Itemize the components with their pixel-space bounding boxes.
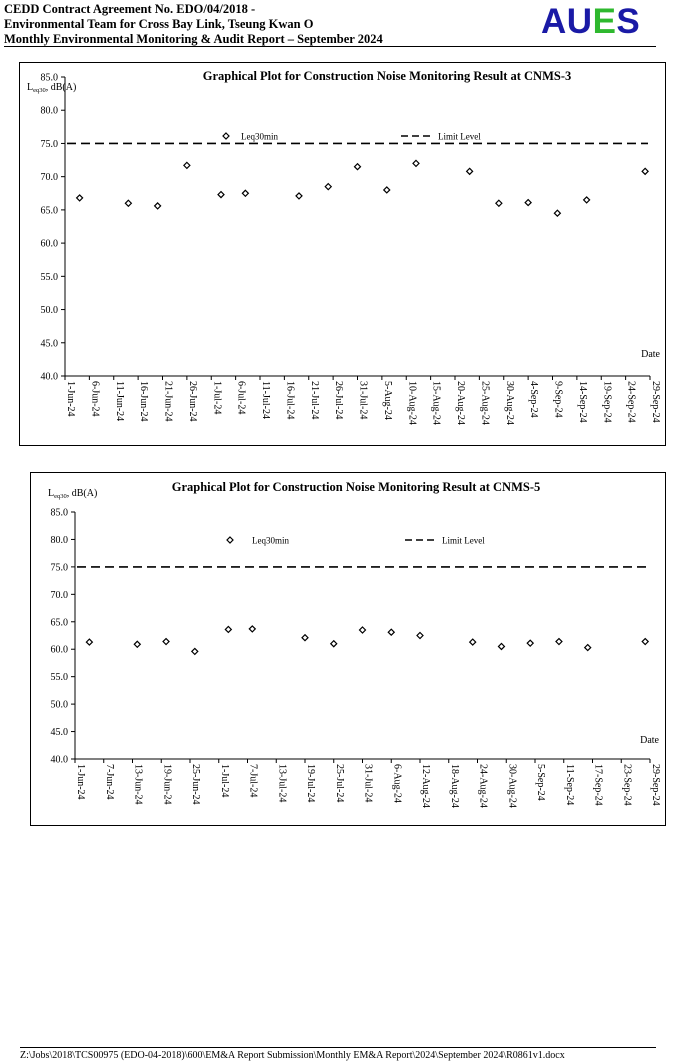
y-tick-label: 40.0 — [50, 754, 68, 766]
x-tick-label: 4-Sep-24 — [528, 381, 540, 418]
y-tick-label: 70.0 — [50, 589, 68, 601]
x-axis-label: Date — [641, 349, 660, 360]
x-tick-label: 11-Jul-24 — [260, 381, 271, 419]
data-point — [184, 162, 190, 168]
x-tick-label: 6-Aug-24 — [391, 764, 403, 803]
x-tick-label: 29-Sep-24 — [650, 764, 661, 806]
logo-letter: U — [566, 2, 593, 41]
x-tick-label: 25-Aug-24 — [479, 381, 491, 425]
data-point — [225, 626, 231, 632]
chart-title: Graphical Plot for Construction Noise Monitoring Result at CNMS-5 — [171, 480, 541, 494]
data-point — [163, 639, 169, 645]
data-point — [388, 629, 394, 635]
x-tick-label: 13-Jul-24 — [276, 764, 288, 803]
x-tick-label: 1-Jun-24 — [65, 381, 76, 417]
data-point — [554, 210, 560, 216]
y-tick-label: 50.0 — [40, 305, 58, 317]
x-tick-label: 6-Jul-24 — [235, 381, 247, 415]
data-point — [642, 639, 648, 645]
x-tick-label: 16-Jul-24 — [284, 381, 296, 420]
legend-limit-label: Limit Level — [442, 535, 485, 546]
legend-leq-label: Leq30min — [241, 131, 278, 142]
x-tick-label: 25-Jun-24 — [190, 764, 201, 805]
data-point — [331, 641, 337, 647]
legend-leq-marker — [227, 537, 233, 543]
contract-title: CEDD Contract Agreement No. EDO/04/2018 - — [4, 2, 256, 16]
data-point — [125, 200, 131, 206]
y-tick-label: 85.0 — [40, 72, 58, 84]
legend-leq-marker — [223, 133, 229, 139]
y-tick-label: 40.0 — [40, 371, 58, 383]
data-point — [498, 643, 504, 649]
x-tick-label: 19-Jun-24 — [161, 764, 173, 805]
x-tick-label: 12-Aug-24 — [420, 764, 431, 808]
x-tick-label: 19-Sep-24 — [601, 381, 613, 423]
x-tick-label: 26-Jul-24 — [333, 381, 345, 420]
y-tick-label: 45.0 — [40, 338, 58, 350]
x-tick-label: 15-Aug-24 — [430, 381, 442, 425]
y-axis-label-main: L — [48, 488, 55, 499]
data-point — [467, 168, 473, 174]
data-point — [192, 648, 198, 654]
y-tick-label: 85.0 — [50, 507, 68, 519]
data-point — [556, 639, 562, 645]
data-point — [470, 639, 476, 645]
y-tick-label: 60.0 — [40, 238, 58, 250]
y-tick-label: 80.0 — [40, 105, 58, 117]
data-point — [302, 635, 308, 641]
data-point — [384, 187, 390, 193]
team-title: Environmental Team for Cross Bay Link, Tseung Kwan O — [4, 17, 314, 31]
data-point — [527, 640, 533, 646]
y-axis-label-rest: , dB(A) — [45, 82, 77, 93]
data-point — [296, 193, 302, 199]
logo-letter: S — [616, 2, 641, 41]
x-tick-label: 26-Jun-24 — [186, 381, 198, 422]
y-tick-label: 75.0 — [40, 138, 58, 150]
data-point — [86, 639, 92, 645]
data-point — [417, 633, 423, 639]
x-tick-label: 21-Jun-24 — [162, 381, 174, 422]
x-tick-label: 20-Aug-24 — [455, 381, 466, 425]
y-tick-label: 65.0 — [40, 205, 58, 217]
y-tick-label: 65.0 — [50, 617, 68, 629]
x-tick-label: 11-Jun-24 — [113, 381, 125, 422]
x-tick-label: 24-Aug-24 — [477, 764, 489, 808]
data-point — [585, 645, 591, 651]
x-tick-label: 7-Jun-24 — [103, 764, 115, 800]
logo-letter: A — [541, 2, 567, 41]
data-point — [134, 641, 140, 647]
y-tick-label: 45.0 — [50, 727, 68, 739]
x-tick-label: 6-Jun-24 — [89, 381, 101, 417]
report-title: Monthly Environmental Monitoring & Audit Report – September 2024 — [4, 32, 383, 46]
y-tick-label: 70.0 — [40, 172, 58, 184]
x-tick-label: 24-Sep-24 — [625, 381, 637, 423]
y-tick-label: 55.0 — [40, 271, 58, 283]
x-tick-label: 25-Jul-24 — [333, 764, 345, 803]
x-tick-label: 31-Jul-24 — [362, 764, 374, 803]
y-axis-label-sub: eq30 — [33, 87, 46, 94]
x-tick-label: 31-Jul-24 — [357, 381, 369, 420]
chart-cnms-5-svg — [31, 473, 665, 825]
x-tick-label: 19-Jul-24 — [305, 764, 316, 803]
logo-letter: E — [592, 2, 617, 41]
y-tick-label: 80.0 — [50, 534, 68, 546]
x-tick-label: 5-Sep-24 — [535, 764, 546, 801]
x-tick-label: 1-Jun-24 — [75, 764, 86, 800]
data-point — [525, 200, 531, 206]
y-tick-label: 75.0 — [50, 562, 68, 574]
data-point — [218, 192, 224, 198]
chart-cnms-3 — [19, 62, 666, 446]
data-point — [355, 164, 361, 170]
y-axis-label-rest: , dB(A) — [66, 488, 98, 499]
chart-cnms-5 — [30, 472, 666, 826]
y-axis-label-main: L — [27, 82, 34, 93]
file-path-footer: Z:\Jobs\2018\TCS00975 (EDO-04-2018)\600\EM&A Report Submission\Monthly EM&A Report\2024\September 2024\R0861v1.docx — [20, 1050, 565, 1061]
x-axis-label: Date — [640, 735, 659, 746]
y-axis-label — [27, 82, 76, 94]
y-axis-label-sub: eq30 — [54, 493, 67, 500]
report-header — [4, 2, 534, 47]
data-point — [642, 168, 648, 174]
x-tick-label: 13-Jun-24 — [132, 764, 144, 805]
x-tick-label: 7-Jul-24 — [247, 764, 259, 798]
data-point — [249, 626, 255, 632]
aues-logo — [541, 3, 640, 41]
x-tick-label: 1-Jul-24 — [211, 381, 223, 415]
y-axis-label — [48, 488, 97, 500]
chart-title: Graphical Plot for Construction Noise Monitoring Result at CNMS-3 — [202, 69, 572, 83]
x-tick-label: 30-Aug-24 — [506, 764, 518, 808]
y-tick-label: 55.0 — [50, 672, 68, 684]
x-tick-label: 10-Aug-24 — [406, 381, 418, 425]
footer-divider — [20, 1047, 656, 1048]
y-tick-label: 50.0 — [50, 699, 68, 711]
data-point — [360, 627, 366, 633]
header-divider — [4, 46, 656, 47]
x-tick-label: 21-Jul-24 — [308, 381, 320, 420]
data-point — [155, 203, 161, 209]
x-tick-label: 16-Jun-24 — [138, 381, 150, 422]
data-point — [584, 197, 590, 203]
x-tick-label: 23-Sep-24 — [621, 764, 633, 806]
x-tick-label: 29-Sep-24 — [650, 381, 661, 423]
data-point — [413, 160, 419, 166]
x-tick-label: 14-Sep-24 — [576, 381, 588, 423]
x-tick-label: 17-Sep-24 — [592, 764, 604, 806]
y-tick-label: 60.0 — [50, 644, 68, 656]
chart-cnms-3-svg — [20, 63, 665, 445]
legend-limit-label: Limit Level — [438, 131, 481, 142]
x-tick-label: 18-Aug-24 — [448, 764, 460, 808]
x-tick-label: 5-Aug-24 — [381, 381, 393, 420]
x-tick-label: 9-Sep-24 — [552, 381, 564, 418]
data-point — [77, 195, 83, 201]
legend-leq-label: Leq30min — [252, 535, 289, 546]
x-tick-label: 11-Sep-24 — [563, 764, 575, 806]
data-point — [496, 200, 502, 206]
data-point — [325, 184, 331, 190]
data-point — [242, 190, 248, 196]
x-tick-label: 30-Aug-24 — [503, 381, 515, 425]
x-tick-label: 1-Jul-24 — [218, 764, 230, 798]
